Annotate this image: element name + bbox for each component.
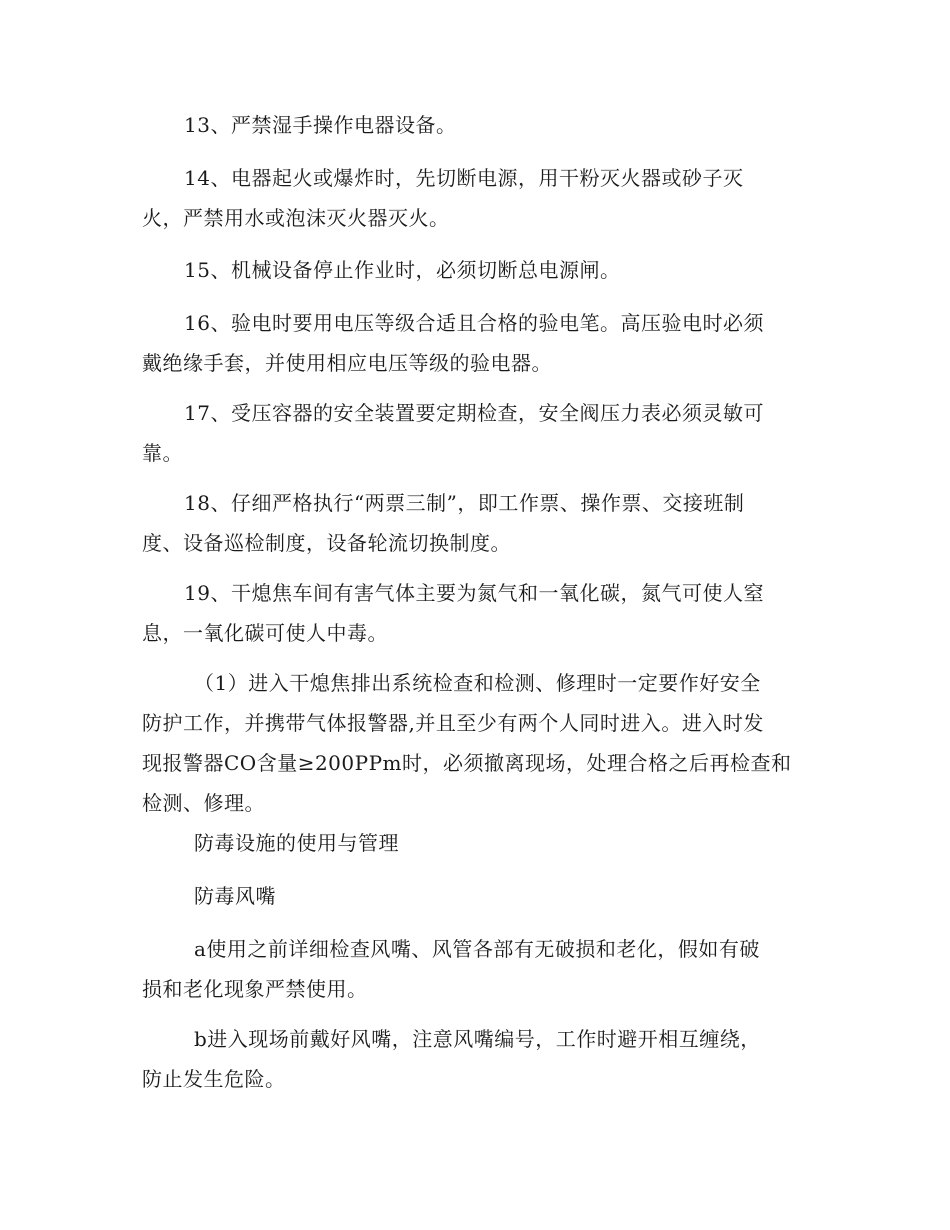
paragraph-line: 14、电器起火或爆炸时，先切断电源，用干粉灭火器或砂子灭	[184, 166, 744, 190]
paragraph-line: a使用之前详细检查风嘴、风管各部有无破损和老化，假如有破	[194, 937, 760, 961]
paragraph-14	[142, 158, 812, 238]
paragraph-17	[142, 393, 812, 473]
paragraph-line: 靠。	[142, 441, 183, 465]
paragraph-a	[142, 929, 812, 1009]
heading-text: 防毒风嘴	[194, 884, 276, 908]
paragraph-line: 损和老化现象严禁使用。	[142, 977, 368, 1001]
paragraph-16	[142, 303, 812, 383]
paragraph-line: 防护工作，并携带气体报警器,并且至少有两个人同时进入。进入时发	[142, 711, 764, 735]
paragraph-line: 15、机械设备停止作业时，必须切断总电源闸。	[184, 258, 621, 282]
paragraph-line: 现报警器CO含量≥200PPm时，必须撤离现场，处理合格之后再检查和	[142, 751, 792, 775]
paragraph-line: 火，严禁用水或泡沫灭火器灭火。	[142, 206, 450, 230]
heading-text: 防毒设施的使用与管理	[194, 831, 399, 855]
paragraph-13	[142, 105, 812, 145]
paragraph-line: 防止发生危险。	[142, 1067, 286, 1091]
paragraph-line: 16、验电时要用电压等级合适且合格的验电笔。高压验电时必须	[184, 311, 764, 335]
paragraph-line: 检测、修理。	[142, 791, 265, 815]
paragraph-line: 息，一氧化碳可使人中毒。	[142, 621, 388, 645]
paragraph-line: 戴绝缘手套，并使用相应电压等级的验电器。	[142, 351, 552, 375]
paragraph-19	[142, 573, 812, 653]
paragraph-line: 19、干熄焦车间有害气体主要为氮气和一氧化碳，氮气可使人窒	[184, 581, 764, 605]
paragraph-b	[142, 1019, 812, 1099]
paragraph-line: 17、受压容器的安全装置要定期检查，安全阀压力表必须灵敏可	[184, 401, 764, 425]
paragraph-line: b进入现场前戴好风嘴，注意风嘴编号，工作时避开相互缠绕，	[194, 1027, 761, 1051]
paragraph-line: （1）进入干熄焦排出系统检查和检测、修理时一定要作好安全	[194, 671, 761, 695]
paragraph-15	[142, 250, 812, 290]
subsection-heading-air-mask	[142, 876, 812, 916]
paragraph-line: 13、严禁湿手操作电器设备。	[184, 113, 457, 137]
paragraph-line: 度、设备巡检制度，设备轮流切换制度。	[142, 531, 511, 555]
paragraph-19-1	[142, 663, 812, 823]
section-heading-anti-poison	[142, 823, 812, 863]
paragraph-18	[142, 483, 812, 563]
paragraph-line: 18、仔细严格执行“两票三制”，即工作票、操作票、交接班制	[184, 491, 745, 515]
